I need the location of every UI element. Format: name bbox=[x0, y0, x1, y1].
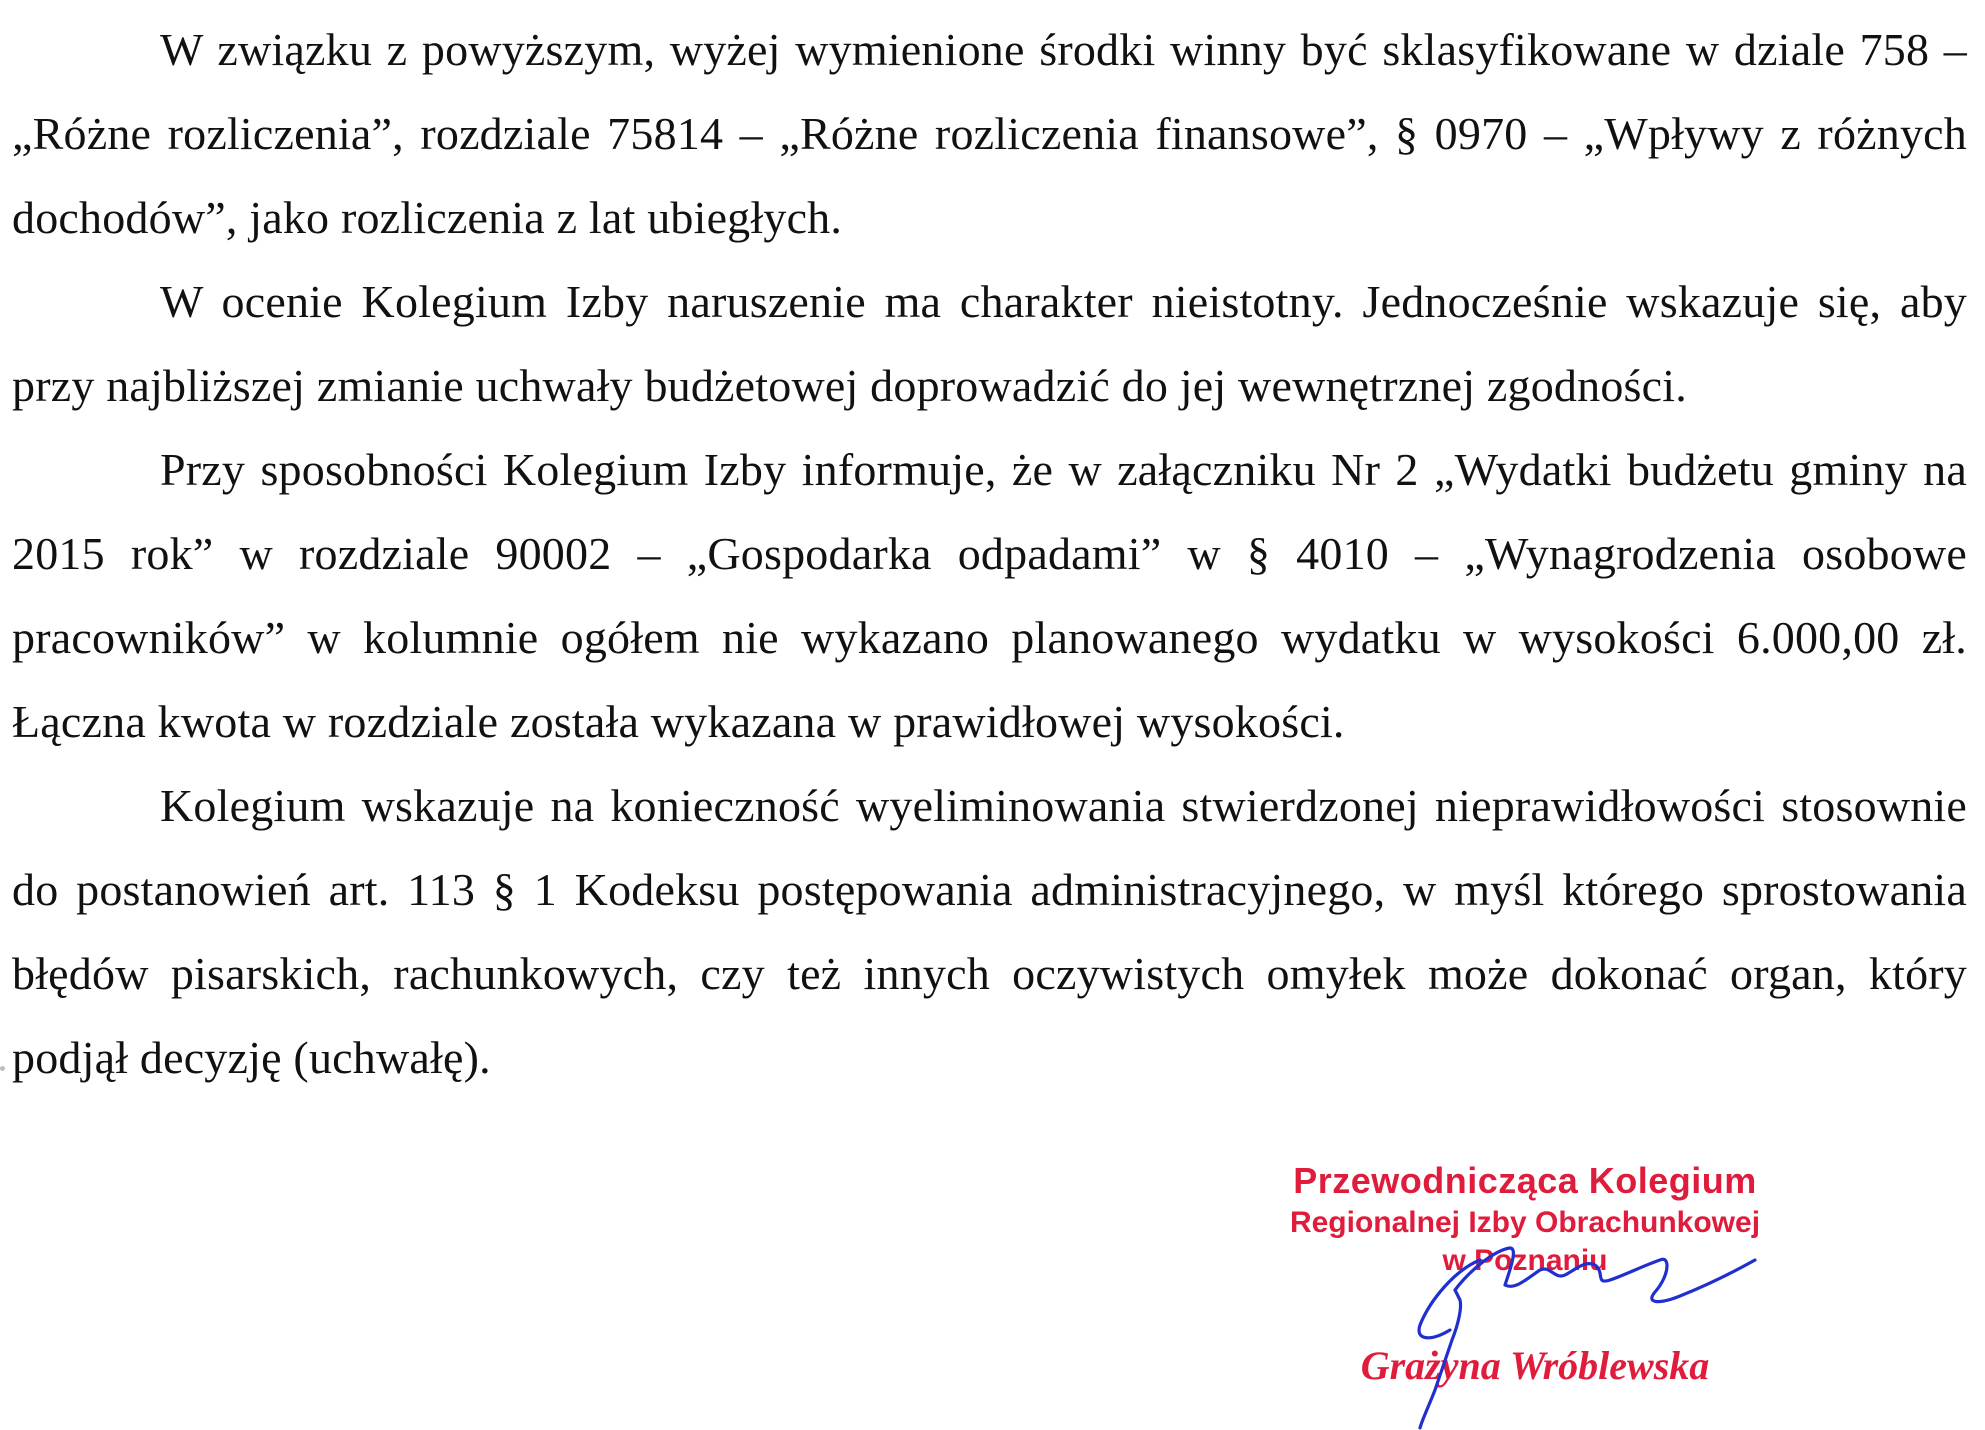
stamp-signatory-name: Grażyna Wróblewska bbox=[1360, 1343, 1710, 1388]
paragraph-assessment: W ocenie Kolegium Izby naruszenie ma charakter nieistotny. Jednocześnie wskazuje się, aby przy najbliższej zmianie uchwały budżetowej doprowadzić do jej wewnętrznej zgodności. bbox=[12, 276, 1967, 411]
scan-artifact-dot bbox=[0, 1066, 5, 1071]
paragraph-attachment-note: Przy sposobności Kolegium Izby informuje, że w załączniku Nr 2 „Wydatki budżetu gminy na 2015 rok” w rozdziale 90002 – „Gospodarka odpadami” w § 4010 – „Wynagrodzenia osobowe pracowników” w kolumnie ogółem nie wykazano planowanego wydatku w wysokości 6.000,00 zł. Łączna kwota w rozdziale została wykazana w prawidłowej wysokości. bbox=[12, 444, 1967, 747]
stamp-title: Przewodnicząca Kolegium bbox=[1293, 1160, 1757, 1201]
paragraph-classification: W związku z powyższym, wyżej wymienione środki winny być sklasyfikowane w dziale 758 – „Różne rozliczenia”, rozdziale 75814 – „Różne rozliczenia finansowe”, § 0970 – „Wpływy z różnych dochodów”, jako rozliczenia z lat ubiegłych. bbox=[12, 24, 1967, 243]
paragraph-correction: Kolegium wskazuje na konieczność wyeliminowania stwierdzonej nieprawidłowości stosownie do postanowień art. 113 § 1 Kodeksu postępowania administracyjnego, w myśl którego sprostowania błędów pisarskich, rachunkowych, czy też innych oczywistych omyłek może dokonać organ, który podjął decyzję (uchwałę). bbox=[12, 780, 1967, 1083]
handwritten-signature-icon bbox=[1360, 1230, 1780, 1430]
stamp-location: w Poznaniu bbox=[1442, 1244, 1608, 1277]
letter-body bbox=[12, 8, 1967, 1100]
stamp-institution: Regionalnej Izby Obrachunkowej bbox=[1289, 1206, 1761, 1239]
